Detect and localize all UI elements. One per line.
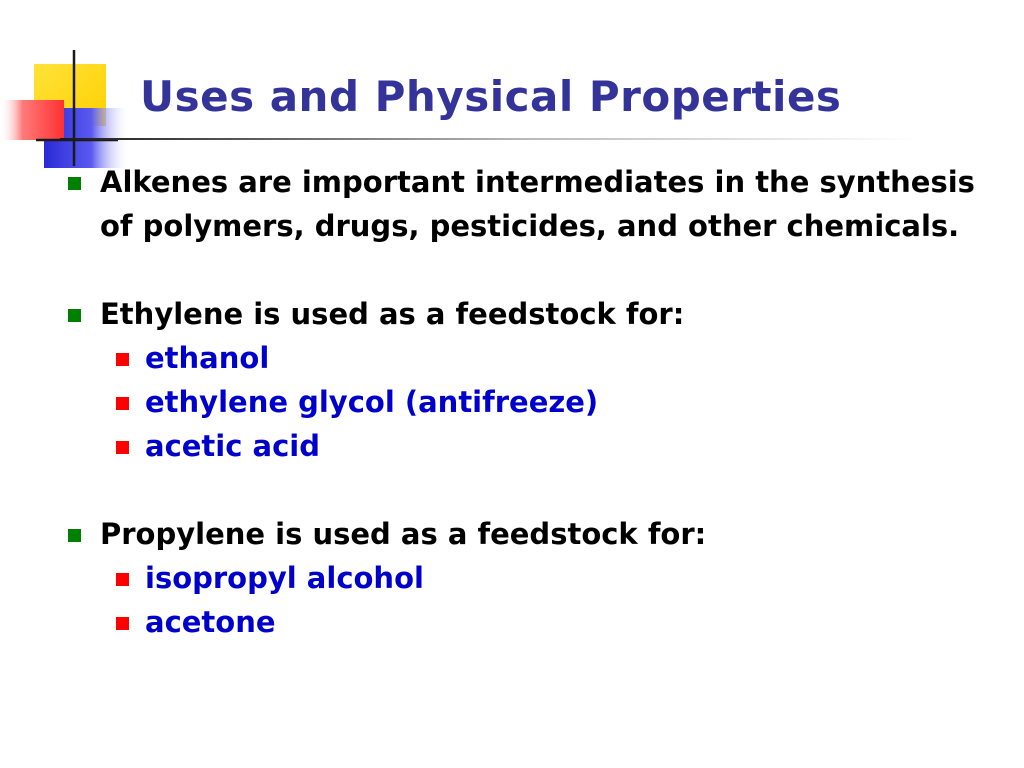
red-square-bullet-icon: [116, 353, 129, 366]
slide-title: Uses and Physical Properties: [140, 72, 842, 121]
sub-bullet-item: [60, 380, 1000, 424]
sub-bullet-text: ethanol: [145, 341, 270, 375]
spacer: [60, 468, 1000, 512]
sub-bullet-text: isopropyl alcohol: [145, 561, 424, 595]
red-square-bullet-icon: [116, 573, 129, 586]
green-square-bullet-icon: [68, 177, 81, 190]
green-square-bullet-icon: [68, 309, 81, 322]
sub-bullet-text: acetone: [145, 605, 276, 639]
sub-bullet-item: [60, 600, 1000, 644]
bullet-text: Propylene is used as a feedstock for:: [100, 517, 707, 551]
slide-body: [60, 160, 1000, 644]
sub-bullet-item: [60, 556, 1000, 600]
bullet-text: Ethylene is used as a feedstock for:: [100, 297, 685, 331]
red-square-bullet-icon: [116, 397, 129, 410]
red-square-bullet-icon: [116, 617, 129, 630]
bullet-item: [60, 512, 1000, 556]
sub-bullet-text: ethylene glycol (antifreeze): [145, 385, 599, 419]
bullet-text: Alkenes are important intermediates in the synthesis of polymers, drugs, pesticides, and other chemicals.: [100, 165, 975, 243]
red-square-bullet-icon: [116, 441, 129, 454]
spacer: [60, 248, 1000, 292]
sub-bullet-item: [60, 336, 1000, 380]
sub-bullet-text: acetic acid: [145, 429, 320, 463]
bullet-item: [60, 160, 1000, 248]
bullet-item: [60, 292, 1000, 336]
green-square-bullet-icon: [68, 529, 81, 542]
title-divider: [60, 138, 920, 140]
sub-bullet-item: [60, 424, 1000, 468]
decorative-logo-icon: [0, 44, 130, 174]
